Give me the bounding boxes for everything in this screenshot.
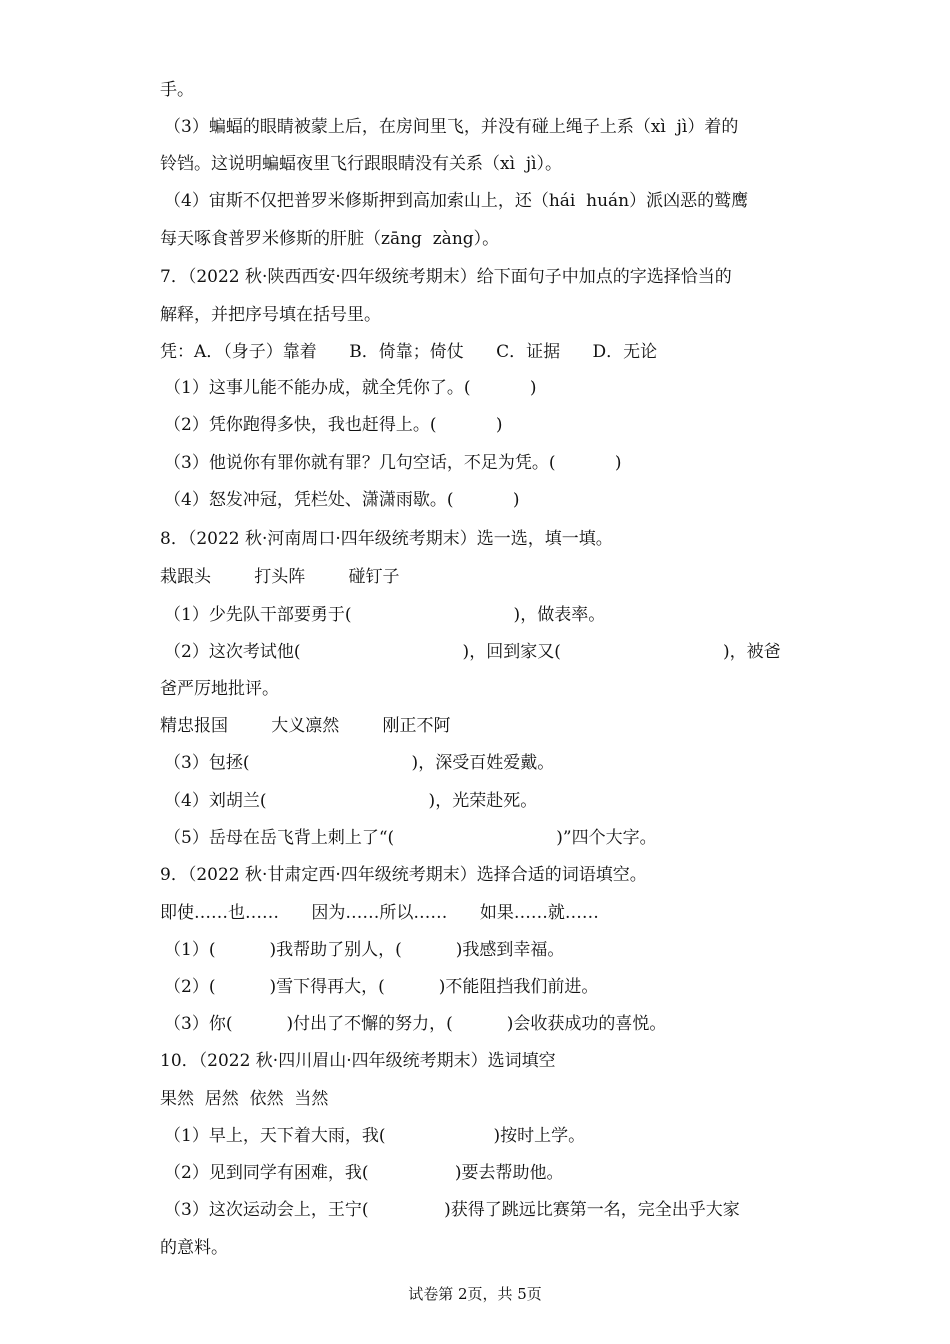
text-line: （4）怒发冲冠，凭栏处、潇潇雨歇。( ) xyxy=(164,490,520,510)
question-heading: 10．（2022 秋·四川眉山·四年级统考期末）选词填空 xyxy=(160,1051,556,1071)
text-line: （4）刘胡兰( )，光荣赴死。 xyxy=(164,791,538,811)
text-line: （1）早上，天下着大雨，我( )按时上学。 xyxy=(164,1126,586,1146)
question-heading: 7．（2022 秋·陕西西安·四年级统考期末）给下面句子中加点的字选择恰当的 xyxy=(160,267,732,287)
text-line: 铃铛。这说明蝙蝠夜里飞行跟眼睛没有关系（xì jì）。 xyxy=(160,154,563,174)
text-line: 解释，并把序号填在括号里。 xyxy=(160,305,381,325)
word-bank: 栽跟头 打头阵 碰钉子 xyxy=(160,567,400,587)
text-line: （4）宙斯不仅把普罗米修斯押到高加索山上，还（hái huán）派凶恶的鹫鹰 xyxy=(164,191,749,211)
text-line: （1）这事儿能不能办成，就全凭你了。( ) xyxy=(164,378,537,398)
text-line: 每天啄食普罗米修斯的肝脏（zāng zàng）。 xyxy=(160,229,500,249)
text-line: 手。 xyxy=(160,80,194,100)
text-line: （3）你( )付出了不懈的努力，( )会收获成功的喜悦。 xyxy=(164,1014,667,1034)
text-line: （2）凭你跑得多快，我也赶得上。( ) xyxy=(164,415,503,435)
text-line: （5）岳母在岳飞背上刺上了“( )”四个大字。 xyxy=(164,828,657,848)
text-line: （2）见到同学有困难，我( )要去帮助他。 xyxy=(164,1163,564,1183)
question-heading: 8．（2022 秋·河南周口·四年级统考期末）选一选，填一填。 xyxy=(160,529,613,549)
text-line: （3）这次运动会上，王宁( )获得了跳远比赛第一名，完全出乎大家 xyxy=(164,1200,740,1220)
text-line: 的意料。 xyxy=(160,1238,228,1258)
word-bank: 果然 居然 依然 当然 xyxy=(160,1089,329,1109)
text-line: （2）( )雪下得再大，( )不能阻挡我们前进。 xyxy=(164,977,599,997)
text-line: （2）这次考试他( )，回到家又( )，被爸 xyxy=(164,642,781,662)
text-line: （3）包拯( )，深受百姓爱戴。 xyxy=(164,753,555,773)
text-line: 爸严厉地批评。 xyxy=(160,679,279,699)
options-line: 凭：A．（身子）靠着 B．倚靠；倚仗 C．证据 D．无论 xyxy=(160,342,658,362)
text-line: （1）( )我帮助了别人，( )我感到幸福。 xyxy=(164,940,565,960)
word-bank: 精忠报国 大义凛然 刚正不阿 xyxy=(160,716,451,736)
text-line: （1）少先队干部要勇于( )，做表率。 xyxy=(164,605,606,625)
question-heading: 9．（2022 秋·甘肃定西·四年级统考期末）选择合适的词语填空。 xyxy=(160,865,647,885)
text-line: （3）他说你有罪你就有罪？几句空话，不足为凭。( ) xyxy=(164,453,622,473)
word-bank: 即使……也…… 因为……所以…… 如果……就…… xyxy=(160,903,599,923)
page-footer: 试卷第 2页，共 5页 xyxy=(408,1285,542,1303)
text-line: （3）蝙蝠的眼睛被蒙上后，在房间里飞，并没有碰上绳子上系（xì jì）着的 xyxy=(164,117,739,137)
